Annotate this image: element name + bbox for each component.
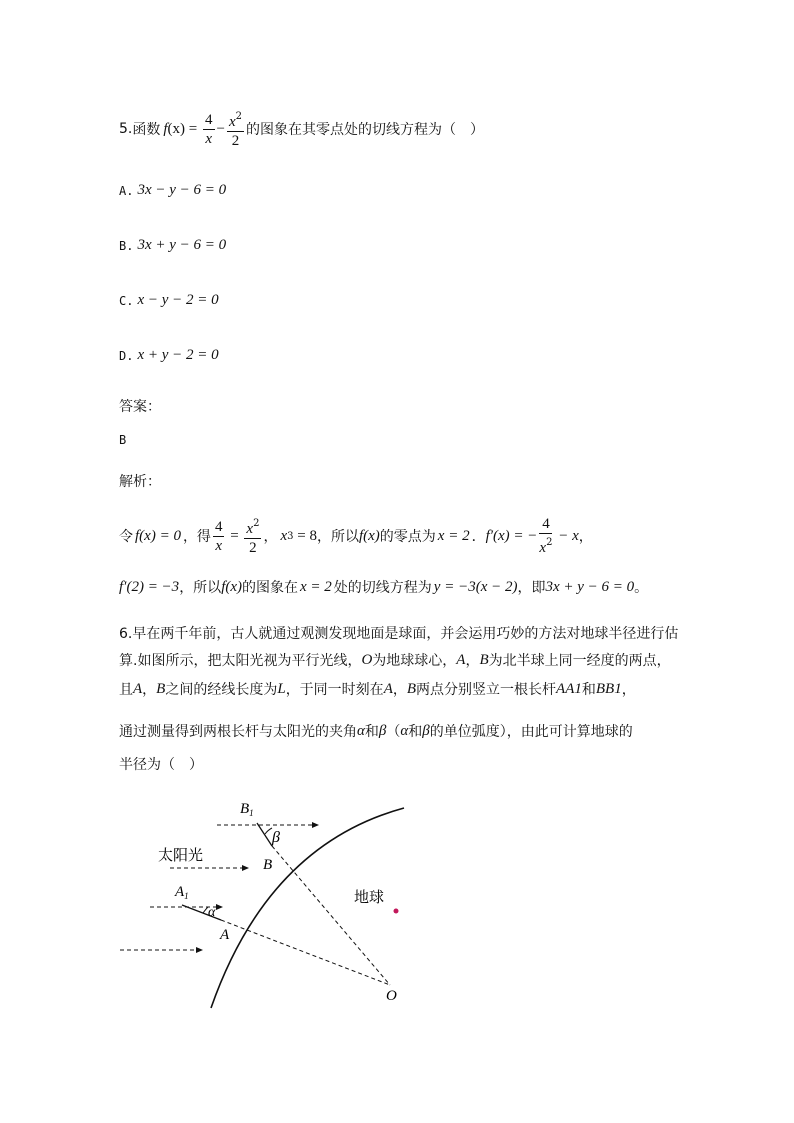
- q6-line-5: 半径为（ ）: [119, 757, 203, 773]
- math: y = −3(x − 2): [433, 578, 518, 595]
- label-earth: 地球: [354, 888, 385, 906]
- text: （: [386, 723, 401, 740]
- text: 为北半球上同一经度的两点，: [488, 652, 671, 669]
- text: ，: [578, 529, 593, 545]
- label-beta: β: [272, 829, 280, 846]
- math: f(x): [358, 527, 380, 544]
- q5-option-c[interactable]: [119, 292, 219, 309]
- q6-line-4: [119, 723, 633, 740]
- math: A: [456, 652, 466, 668]
- q5-option-d[interactable]: [119, 347, 219, 364]
- text: 之间的经线长度为: [165, 681, 278, 698]
- text: ，所以: [316, 529, 359, 545]
- text: 的图象在: [242, 580, 299, 596]
- label-a1: $A_1$: [175, 884, 189, 901]
- text: 通过测量得到两根长杆与太阳光的夹角: [119, 723, 357, 740]
- angle-beta-arc: [265, 828, 272, 834]
- frac-c: $\frac{4}{x^2}$: [539, 516, 553, 556]
- math: f(x): [221, 578, 243, 595]
- q6-line-1: 6.早在两千年前，古人就通过观测发现地面是球面，并会运用巧妙的方法对地球半径进行估: [119, 626, 679, 642]
- q5-frac1-den: x: [205, 130, 213, 147]
- radius-oa: [221, 920, 390, 985]
- math: B: [479, 652, 489, 668]
- math: =: [226, 527, 243, 544]
- math: A: [383, 681, 393, 697]
- text: ．: [471, 529, 486, 545]
- q5-option-a[interactable]: [119, 182, 226, 199]
- math: 3x + y − 6 = 0: [545, 578, 635, 595]
- q5-text-b: 的图象在其零点处的切线方程为（ ）: [246, 122, 485, 138]
- q5-frac2-sup: 2: [235, 111, 243, 122]
- q6-line-3: 且 A ， B 之间的经线长度为 L ，于同一时刻在 A ， B 两点分别竖立一根长杆 AA 1 和 BB 1 ，: [119, 681, 636, 698]
- math: B: [156, 681, 166, 697]
- text: 和: [364, 723, 379, 740]
- text: 为地球球心，: [372, 652, 457, 669]
- math: f′(2) = −3: [119, 578, 180, 595]
- center-marker-dot: [394, 909, 399, 914]
- option-label: A.: [119, 183, 134, 198]
- text: ，于同一时刻在: [285, 681, 384, 698]
- math: β: [422, 723, 430, 739]
- option-label: C.: [119, 293, 134, 308]
- option-label: D.: [119, 348, 134, 363]
- text: 处的切线方程为: [333, 580, 432, 596]
- analysis-line-1: 令 f(x) = 0 ，得 $\frac{4}{x}$ = $\frac{x^2}{2}$ ， x 3 = 8 ，所以 f(x) 的零点为 x = 2 ． f′(x) = − $\frac{4}{x^2}$ − x ，: [119, 516, 593, 556]
- math: β: [378, 723, 387, 739]
- text: 的零点为: [379, 529, 436, 545]
- radius-ob: [272, 846, 390, 985]
- math: α: [400, 723, 409, 739]
- q5-func-lhs: f: [163, 120, 168, 137]
- text: 的单位弧度），由此可计算地球的: [429, 723, 633, 740]
- q5-frac1-num: 4: [205, 111, 213, 128]
- text: 算.如图所示，把太阳光视为平行光线，: [119, 652, 362, 669]
- q5-func-arg: (x): [167, 120, 186, 137]
- math: L: [277, 681, 286, 697]
- math: A: [133, 681, 143, 697]
- math: f(x) = 0: [135, 527, 181, 544]
- text: ，得: [182, 529, 211, 545]
- text: ，: [621, 681, 636, 698]
- q5-stem: [119, 108, 484, 150]
- text: 且: [119, 681, 133, 698]
- math: x = 2: [300, 578, 332, 595]
- math: BB: [595, 681, 615, 697]
- text: 令: [119, 529, 133, 545]
- math: x: [280, 527, 288, 544]
- math: f′(x) = −: [485, 527, 538, 544]
- q5-eq: =: [185, 120, 201, 137]
- q5-text-a: 函数: [132, 122, 161, 138]
- math: x = 2: [437, 527, 470, 544]
- analysis-label: 解析：: [119, 474, 161, 490]
- rod-bb1: [257, 823, 272, 846]
- option-label: B.: [119, 238, 134, 253]
- label-b1: $B_1$: [240, 801, 254, 818]
- label-sunlight: 太阳光: [158, 846, 204, 864]
- frac-a: $\frac{4}{x}$: [214, 518, 223, 554]
- text: 。: [634, 580, 649, 596]
- answer-label: 答案：: [119, 399, 161, 415]
- earth-radius-figure: [100, 790, 420, 1015]
- math: α: [357, 723, 365, 739]
- label-b: B: [263, 857, 273, 873]
- text: ，: [465, 652, 480, 669]
- q5-frac1: [203, 111, 215, 148]
- q5-minus: −: [216, 120, 225, 137]
- text: 两点分别竖立一根长杆: [416, 681, 557, 698]
- q5-frac2: [227, 108, 244, 150]
- q5-frac2-den: 2: [231, 133, 240, 149]
- analysis-line-2: [119, 577, 648, 597]
- answer-value: B: [119, 433, 127, 447]
- math: B: [406, 681, 417, 697]
- text: ，所以: [179, 580, 222, 596]
- earth-surface-arc: [211, 808, 404, 1008]
- text: 和: [581, 681, 596, 698]
- option-expr: x − y − 2 = 0: [137, 292, 219, 308]
- q5-frac2-num: x: [228, 114, 236, 130]
- text: ，: [392, 681, 407, 698]
- q5-option-b[interactable]: [119, 237, 226, 254]
- math: O: [361, 652, 373, 668]
- frac-b: $\frac{x^2}{2}$: [244, 515, 261, 557]
- text: ，: [263, 529, 278, 545]
- text: ，即: [517, 580, 546, 596]
- math: − x: [554, 527, 579, 544]
- text: ，: [142, 681, 157, 698]
- text: 和: [408, 723, 423, 740]
- label-o: O: [386, 988, 397, 1004]
- math: = 8: [293, 527, 317, 544]
- q5-number: 5.: [119, 121, 133, 137]
- math: AA: [556, 681, 575, 697]
- label-alpha: α: [208, 905, 216, 920]
- label-a: A: [220, 927, 230, 943]
- option-expr: 3x + y − 6 = 0: [137, 237, 227, 253]
- option-expr: 3x − y − 6 = 0: [137, 182, 227, 198]
- option-expr: x + y − 2 = 0: [137, 347, 219, 363]
- q6-line-2: [119, 652, 671, 669]
